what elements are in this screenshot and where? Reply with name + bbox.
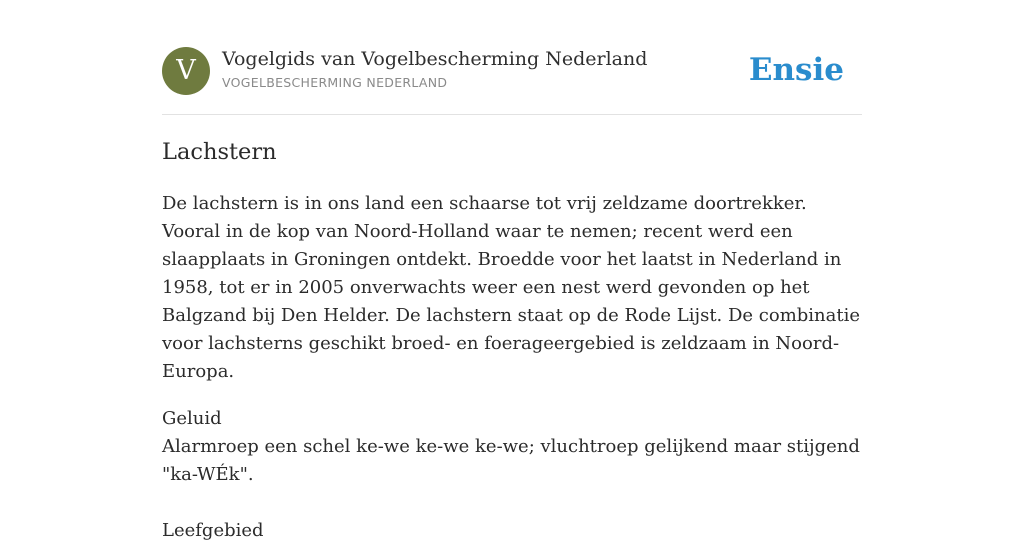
- source-avatar[interactable]: V: [162, 47, 210, 95]
- section-geluid: [162, 405, 862, 489]
- section-heading: Geluid: [162, 408, 222, 429]
- article-intro: De lachstern is in ons land een schaarse tot vrij zeldzame doortrekker. Vooral in de kop van Noord-Holland waar te nemen; recent werd een slaapplaats in Groningen ontdekt. Broedde voor het laatst in Nederland in 1958, tot er in 2005 onverwachts weer een nest werd gevonden op het Balgzand bij Den Helder. De lachstern staat op de Rode Lijst. De combinatie voor lachsterns geschikt broed- en foerageergebied is zeldzaam in Noord-Europa.: [162, 193, 861, 382]
- section-heading: Leefgebied: [162, 520, 264, 541]
- article-title: Lachstern: [162, 139, 277, 165]
- article: [162, 136, 862, 545]
- publisher-link[interactable]: VOGELBESCHERMING NEDERLAND: [222, 75, 448, 90]
- section-body: Alarmroep een schel ke-we ke-we ke-we; vluchtroep gelijkend maar stijgend "ka-WÉk".: [162, 436, 860, 485]
- source-title-link[interactable]: Vogelgids van Vogelbescherming Nederland: [222, 48, 648, 70]
- section-leefgebied: [162, 517, 862, 545]
- source-header: [162, 46, 862, 115]
- ensie-logo-link[interactable]: Ensie: [748, 52, 844, 88]
